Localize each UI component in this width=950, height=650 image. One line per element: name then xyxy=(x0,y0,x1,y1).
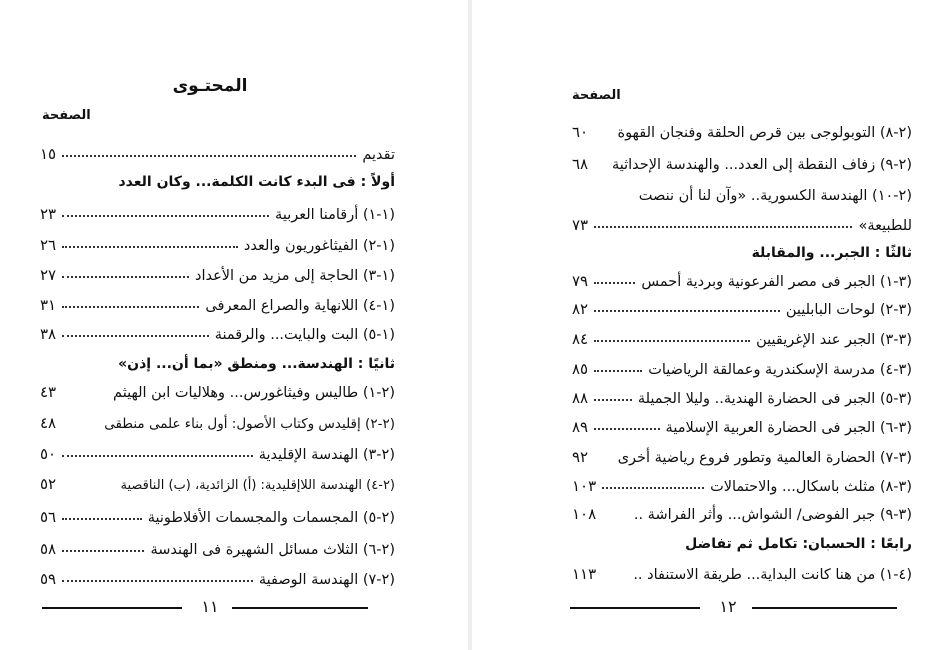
page-column-label: الصفحة xyxy=(572,88,621,103)
toc-entry-title: (٢-٥) المجسمات والمجسمات الأفلاطونية xyxy=(147,510,395,526)
toc-section-heading[interactable] xyxy=(572,235,912,261)
toc-entry-page: ١٠٨ xyxy=(572,505,597,523)
toc-entry-page: ٨٥ xyxy=(572,360,589,378)
dot-leader xyxy=(62,518,142,520)
toc-entry[interactable] xyxy=(572,497,912,523)
toc-entry-title: تقديم xyxy=(362,147,395,163)
dot-leader xyxy=(594,226,852,228)
toc-entry-page: ٢٦ xyxy=(40,236,57,254)
toc-entry[interactable] xyxy=(572,147,912,173)
dot-leader xyxy=(62,580,253,582)
toc-entry-page: ١٠٣ xyxy=(572,477,597,495)
toc-entry-page: ٣١ xyxy=(40,296,57,314)
dot-leader xyxy=(602,487,704,489)
toc-entry-page: ٩٢ xyxy=(572,448,589,466)
toc-entry-page: ٥٦ xyxy=(40,508,57,526)
page-number: ١١ xyxy=(201,597,219,616)
dot-leader xyxy=(594,310,780,312)
toc-entry[interactable] xyxy=(572,557,912,583)
toc-entry[interactable] xyxy=(40,500,395,526)
section-heading-title: رابعًا : الحسبان: تكامل ثم تفاضل xyxy=(685,536,912,552)
dot-leader xyxy=(594,340,750,342)
toc-entry[interactable] xyxy=(572,292,912,318)
toc-entry-title: (٤-١) من هنا كانت البداية... طريقة الاستنفاد .. xyxy=(633,567,912,583)
toc-entry-title: (٣-٢) لوحات البابليين xyxy=(785,302,912,318)
footer-rule-right xyxy=(752,607,897,609)
toc-entry-page: ٨٨ xyxy=(572,389,589,407)
right-page xyxy=(472,0,950,650)
toc-entry-page: ١٥ xyxy=(40,145,57,163)
toc-entry-title: (٣-٩) جبر الفوضى/ الشواش... وأثر الفراشة .. xyxy=(633,507,912,523)
page-number: ١٢ xyxy=(719,597,737,616)
dot-leader xyxy=(62,550,144,552)
footer-rule-left xyxy=(42,607,182,609)
dot-leader xyxy=(62,215,269,217)
toc-entry-title: (٣-٨) مثلث باسكال... والاحتمالات xyxy=(710,479,912,495)
dot-leader xyxy=(62,276,189,278)
toc-entry-title: (٣-٧) الحضارة العالمية وتطور فروع رياضية أخرى xyxy=(617,450,912,466)
toc-entry-title: (١-٥) البت والبايت... والرقمنة xyxy=(214,327,395,343)
toc-entry[interactable] xyxy=(40,532,395,558)
toc-entry[interactable] xyxy=(572,264,912,290)
page-column-label: الصفحة xyxy=(42,108,91,123)
dot-leader xyxy=(594,282,635,284)
dot-leader xyxy=(594,370,642,372)
toc-entry-page: ٥٢ xyxy=(40,475,57,493)
toc-entry[interactable] xyxy=(40,288,395,314)
toc-entry-title: (٢-٩) زفاف النقطة إلى العدد... والهندسة الإحداثية xyxy=(611,157,912,173)
dot-leader xyxy=(62,246,238,248)
dot-leader xyxy=(62,335,209,337)
toc-entry[interactable] xyxy=(40,228,395,254)
toc-entry-title: (١-٣) الحاجة إلى مزيد من الأعداد xyxy=(195,268,395,284)
toc-section-heading[interactable] xyxy=(572,526,912,552)
toc-entry[interactable] xyxy=(572,115,912,141)
dot-leader xyxy=(62,455,253,457)
toc-entry-title: (٢-٧) الهندسة الوصفية xyxy=(258,572,395,588)
left-page xyxy=(0,0,470,650)
toc-entry-page: ١١٣ xyxy=(572,565,597,583)
toc-entry-page: ٤٨ xyxy=(40,414,57,432)
toc-entry[interactable] xyxy=(40,375,395,401)
toc-entry[interactable] xyxy=(40,317,395,343)
toc-entry[interactable] xyxy=(40,437,395,463)
toc-entry[interactable] xyxy=(572,381,912,407)
toc-entry-page: ٦٨ xyxy=(572,155,589,173)
toc-entry[interactable] xyxy=(572,440,912,466)
toc-entry-title: (٢-٣) الهندسة الإقليدية xyxy=(258,447,395,463)
dot-leader xyxy=(62,155,356,157)
toc-section-heading[interactable] xyxy=(40,346,395,372)
toc-entry[interactable] xyxy=(572,352,912,378)
toc-entry-page: ٥٠ xyxy=(40,445,57,463)
toc-entry-page: ٧٩ xyxy=(572,272,589,290)
toc-entry[interactable] xyxy=(572,469,912,495)
toc-entry-title: (٢-٦) الثلاث مسائل الشهيرة فى الهندسة xyxy=(150,542,395,558)
toc-entry[interactable] xyxy=(40,137,395,163)
contents-title: المحتـوى xyxy=(172,76,248,96)
toc-entry-title: (٣-١) الجبر فى مصر الفرعونية وبردية أحمس xyxy=(641,274,912,290)
dot-leader xyxy=(594,428,659,430)
toc-entry-title: (٢-١٠) الهندسة الكسورية.. «وآن لنا أن ننصت xyxy=(638,188,912,204)
toc-entry-page: ٨٢ xyxy=(572,300,589,318)
toc-entry-title: (٣-٥) الجبر فى الحضارة الهندية.. وليلا الجميلة xyxy=(637,391,912,407)
toc-entry[interactable] xyxy=(40,467,395,493)
toc-entry-page: ٦٠ xyxy=(572,123,589,141)
toc-entry[interactable] xyxy=(572,410,912,436)
section-heading-title: ثانيًا : الهندسة... ومنطق «بما أن... إذن» xyxy=(118,356,395,372)
toc-entry-title: (٣-٤) مدرسة الإسكندرية وعمالقة الرياضيات xyxy=(648,362,912,378)
toc-entry[interactable] xyxy=(572,322,912,348)
dot-leader xyxy=(62,306,199,308)
toc-entry[interactable] xyxy=(572,208,912,234)
toc-entry-page: ٢٧ xyxy=(40,266,57,284)
footer-rule-left xyxy=(570,607,700,609)
toc-entry-title: (٢-٨) التوبولوجى بين قرص الحلقة وفنجان القهوة xyxy=(617,125,912,141)
toc-section-heading[interactable] xyxy=(40,164,395,190)
section-heading-title: ثالثًا : الجبر... والمقابلة xyxy=(751,245,912,261)
toc-entry-page: ٧٣ xyxy=(572,216,589,234)
footer-rule-right xyxy=(232,607,368,609)
toc-entry-page: ٤٣ xyxy=(40,383,57,401)
toc-entry-page: ٨٩ xyxy=(572,418,589,436)
toc-entry-title: (٢-١) طاليس وفيثاغورس... وهلاليات ابن الهيثم xyxy=(113,385,395,401)
toc-entry[interactable] xyxy=(40,406,395,432)
toc-entry-title: (٣-٦) الجبر فى الحضارة العربية الإسلامية xyxy=(665,420,912,436)
toc-entry-title: (٣-٣) الجبر عند الإغريقيين xyxy=(756,332,912,348)
section-heading-title: أولاً : فى البدء كانت الكلمة... وكان العدد xyxy=(118,174,395,190)
toc-entry[interactable] xyxy=(40,197,395,223)
toc-entry-page: ٥٨ xyxy=(40,540,57,558)
dot-leader xyxy=(594,399,632,401)
toc-entry[interactable] xyxy=(40,562,395,588)
toc-entry-page: ٣٨ xyxy=(40,325,57,343)
toc-entry-title: (١-٤) اللانهاية والصراع المعرفى xyxy=(205,298,395,314)
toc-entry-page: ٥٩ xyxy=(40,570,57,588)
toc-entry-page: ٨٤ xyxy=(572,330,589,348)
toc-entry[interactable] xyxy=(40,258,395,284)
toc-entry-title: (١-١) أرقامنا العربية xyxy=(275,207,395,223)
toc-entry-title: (٢-٢) إقليدس وكتاب الأصول: أول بناء علمى منطقى xyxy=(104,416,395,432)
toc-entry-title: (١-٢) الفيثاغوريون والعدد xyxy=(243,238,395,254)
toc-entry-page: ٢٣ xyxy=(40,205,57,223)
toc-entry-title: (٢-٤) الهندسة اللاإقليدية: (أ) الزائدية، (ب) الناقصية xyxy=(120,478,395,493)
toc-entry[interactable] xyxy=(572,178,912,204)
toc-entry-title: للطبيعة» xyxy=(858,218,912,234)
